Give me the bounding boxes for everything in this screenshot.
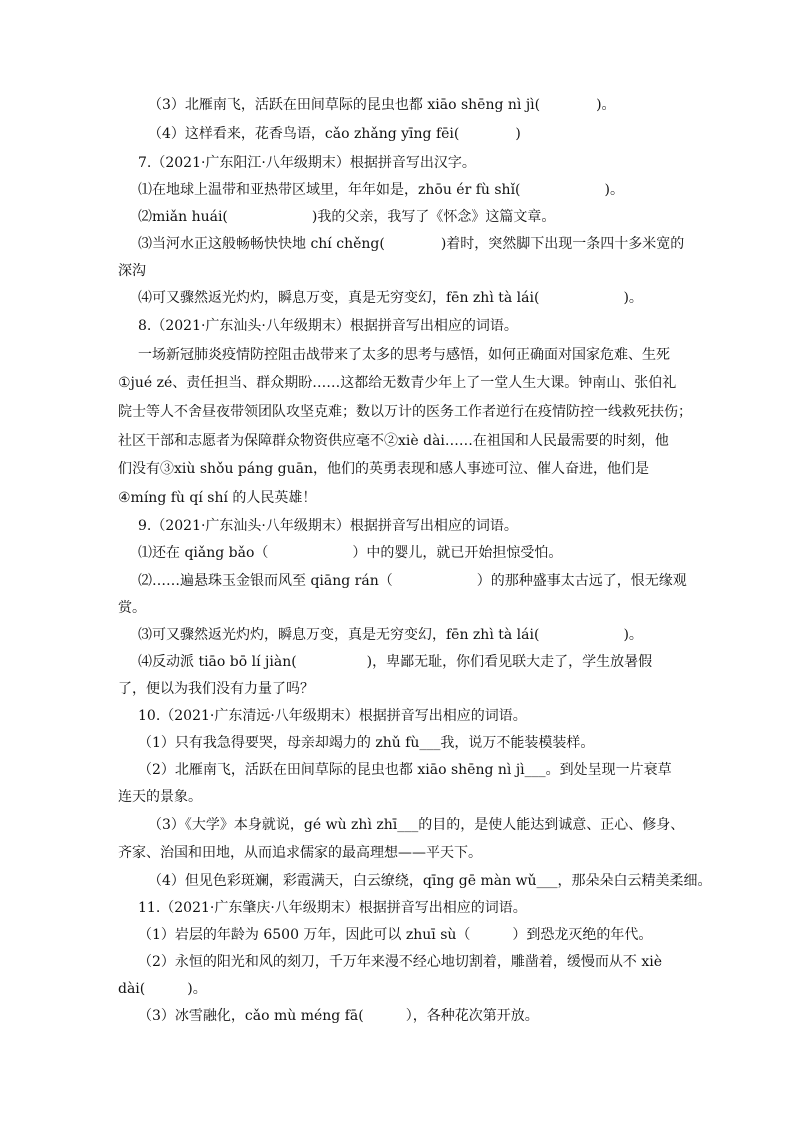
text-line: （2）北雁南飞，活跃在田间草际的昆虫也都 xiāo shēng nì jì___。到处呈现一片衰草 xyxy=(138,762,672,778)
text-line: 连天的景象。 xyxy=(118,789,202,805)
text-line: 社区干部和志愿者为保障群众物资供应毫不②xiè dài……在祖国和人民最需要的时刻，他 xyxy=(118,433,669,449)
text-line: ⑵……遍悬珠玉金银而风至 qiāng rán（ ）的那种盛事太古远了，恨无缘观 xyxy=(138,573,687,589)
text-line: ⑷可又骤然返光灼灼，瞬息万变，真是无穷变幻，fēn zhì tà lái( )。 xyxy=(138,290,643,306)
text-line: （1）岩层的年龄为 6500 万年，因此可以 zhuī sù（ ）到恐龙灭绝的年代。 xyxy=(138,927,653,943)
text-line: 齐家、治国和田地，从而追求儒家的最高理想——平天下。 xyxy=(118,845,482,861)
text-line: 7.（2021·广东阳江·八年级期末）根据拼音写出汉字。 xyxy=(138,155,476,171)
text-line: 8.（2021·广东汕头·八年级期末）根据拼音写出相应的词语。 xyxy=(138,318,518,334)
text-line: 们没有③xiù shǒu páng guān，他们的英勇表现和感人事迹可泣、催人奋进，他们是 xyxy=(118,461,650,477)
text-line: 9.（2021·广东汕头·八年级期末）根据拼音写出相应的词语。 xyxy=(138,518,518,534)
text-line: ⑶当河水正这般畅畅快快地 chí chěng( )着时，突然脚下出现一条四十多米宽的 xyxy=(138,236,685,252)
text-line: （1）只有我急得要哭，母亲却竭力的 zhǔ fù___我，说万不能装模装样。 xyxy=(138,735,595,751)
text-line: 10.（2021·广东清远·八年级期末）根据拼音写出相应的词语。 xyxy=(138,708,527,724)
text-line: （4）这样看来，花香鸟语，cǎo zhǎng yīng fēi( ) xyxy=(148,126,521,142)
text-line: ①jué zé、责任担当、群众期盼……这都给无数青少年上了一堂人生大课。钟南山、张伯礼 xyxy=(118,375,677,391)
text-line: 了，便以为我们没有力量了吗？ xyxy=(118,681,314,697)
text-line: ⑴在地球上温带和亚热带区域里，年年如是，zhōu ér fù shǐ( )。 xyxy=(138,182,624,198)
text-line: 赏。 xyxy=(118,600,146,616)
text-line: dài( )。 xyxy=(118,981,207,997)
text-line: （2）永恒的阳光和风的刻刀，千万年来漫不经心地切割着，雕凿着，缓慢而从不 xiè xyxy=(138,954,663,970)
text-line: 院士等人不舍昼夜带领团队攻坚克难；数以万计的医务工作者逆行在疫情防控一线救死扶伤； xyxy=(118,404,692,420)
text-line: （3）北雁南飞，活跃在田间草际的昆虫也都 xiāo shēng nì jì( )。 xyxy=(148,97,616,113)
text-line: ⑵miǎn huái( )我的父亲，我写了《怀念》这篇文章。 xyxy=(138,209,556,225)
text-line: （3）冰雪融化，cǎo mù méng fā( ），各种花次第开放。 xyxy=(138,1008,539,1024)
text-line: （3）《大学》本身就说，gé wù zhì zhī___的目的，是使人能达到诚意、正心、修身、 xyxy=(148,817,685,833)
text-line: 深沟 xyxy=(118,263,146,279)
text-line: 11.（2021·广东肇庆·八年级期末）根据拼音写出相应的词语。 xyxy=(138,900,527,916)
text-line: 一场新冠肺炎疫情防控阻击战带来了太多的思考与感悟，如何正确面对国家危难、生死 xyxy=(138,347,670,363)
text-line: ⑷反动派 tiāo bō lí jiàn( )，卑鄙无耻，你们看见联大走了，学生放暑假 xyxy=(138,654,653,670)
text-line: ⑴还在 qiǎng bǎo（ ）中的婴儿，就已开始担惊受怕。 xyxy=(138,545,563,561)
text-line: ⑶可又骤然返光灼灼，瞬息万变，真是无穷变幻，fēn zhì tà lái( )。 xyxy=(138,627,643,643)
text-line: ④míng fù qí shí 的人民英雄！ xyxy=(118,490,317,506)
text-line: （4）但见色彩斑斓，彩霞满天，白云缭绕，qīng gē màn wǔ___，那朵朵白云精美柔细。 xyxy=(148,873,712,889)
